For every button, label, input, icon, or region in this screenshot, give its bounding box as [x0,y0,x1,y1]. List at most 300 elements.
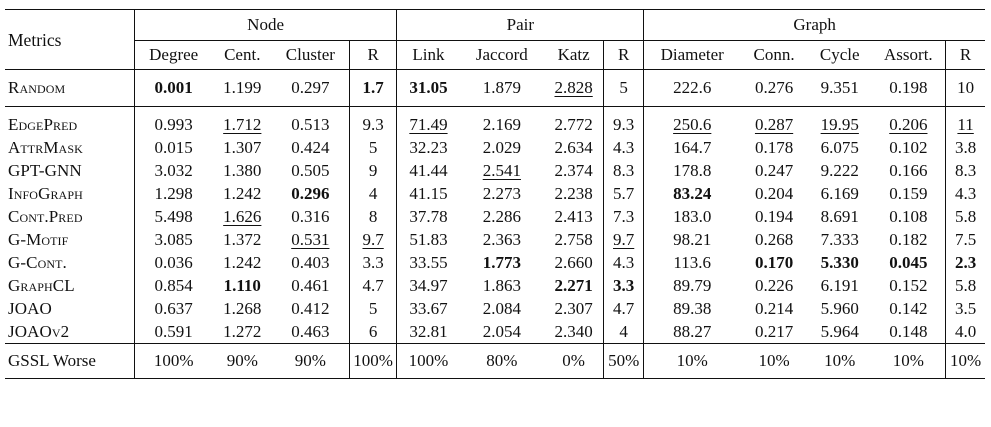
method-row [5,107,985,137]
table-cell [272,228,349,251]
row-label: AttrMask [8,138,83,157]
cell-value: 6 [368,322,378,341]
cell-value: 0.463 [291,322,330,341]
table-cell [349,182,397,205]
table-cell [349,344,397,379]
cell-value: 0.226 [754,276,794,295]
cell-value: 6.169 [820,184,859,203]
table-cell [946,274,985,297]
cell-value: 10 [957,78,975,97]
cell-value: 5.7 [613,184,635,203]
cell-value: 4 [619,322,628,341]
table-cell [349,320,397,344]
table-cell [349,228,397,251]
table-cell [397,159,460,182]
cell-value: 1.298 [154,184,193,203]
cell-value: 9.222 [820,161,859,180]
cell-value: 0.178 [754,138,794,157]
table-cell [808,320,872,344]
table-cell [946,70,985,107]
cell-value: 2.029 [482,138,521,157]
cell-value: 5.8 [954,276,977,295]
cell-value: 4.7 [613,299,635,318]
cell-value: 0.142 [889,299,928,318]
cell-value: 2.758 [554,230,593,249]
table-cell [644,251,740,274]
table-cell [459,344,544,379]
cell-value: 100% [153,351,194,370]
table-cell [544,320,603,344]
cell-value: 5.330 [820,253,859,272]
table-cell [872,274,946,297]
table-cell [397,205,460,228]
table-cell [808,159,872,182]
cell-value: 2.363 [482,230,521,249]
cell-value: 0.412 [291,299,330,318]
cell-value: 0.591 [154,322,193,341]
cell-value: 1.380 [223,161,262,180]
column-header: Cluster [285,45,335,64]
table-cell [604,107,644,137]
table-cell [397,136,460,159]
table-cell [544,228,603,251]
cell-value: 1.110 [223,276,261,295]
table-cell [134,251,212,274]
cell-value: 7.3 [613,207,635,226]
cell-value: 31.05 [409,78,448,97]
table-cell [946,297,985,320]
group-pair-header: Pair [397,10,644,41]
cell-value: 5 [368,299,378,318]
cell-value: 1.879 [482,78,521,97]
cell-value: 1.626 [223,207,262,226]
table-cell [946,182,985,205]
table-cell [134,320,212,344]
method-row [5,228,985,251]
table-cell [544,136,603,159]
table-cell [740,107,808,137]
table-cell [604,320,644,344]
table-cell [872,159,946,182]
cell-value: 4.3 [613,138,635,157]
cell-value: 6.191 [820,276,859,295]
cell-value: 33.67 [409,299,448,318]
cell-value: 9.3 [613,115,635,134]
table-cell [740,159,808,182]
cell-value: 100% [408,351,449,370]
table-cell [134,205,212,228]
cell-value: 2.541 [482,161,521,180]
cell-value: 0.217 [754,322,794,341]
table-cell [349,136,397,159]
cell-value: 2.273 [482,184,521,203]
cell-value: 2.3 [954,253,977,272]
table-cell [644,297,740,320]
method-row [5,320,985,344]
cell-value: 19.95 [820,115,859,134]
cell-value: 9.7 [613,230,635,249]
cell-value: 10% [758,351,790,370]
row-label: GSSL Worse [8,351,96,370]
table-cell [213,344,272,379]
table-cell [644,182,740,205]
cell-value: 0.036 [154,253,193,272]
table-cell [946,344,985,379]
cell-value: 1.199 [223,78,262,97]
table-cell [604,274,644,297]
table-cell [740,344,808,379]
cell-value: 1.242 [223,184,262,203]
row-label: JOAO [8,299,52,318]
table-cell [213,182,272,205]
table-cell [134,182,212,205]
table-cell [272,344,349,379]
cell-value: 1.712 [223,115,262,134]
column-header: R [604,41,644,70]
table-cell [872,107,946,137]
cell-value: 0.854 [154,276,193,295]
table-cell [272,107,349,137]
cell-value: 9.7 [362,230,384,249]
table-cell [644,136,740,159]
cell-value: 0.268 [754,230,794,249]
cell-value: 2.084 [482,299,521,318]
table-body [5,70,985,379]
cell-value: 0.159 [889,184,928,203]
column-header: Jaccord [475,45,528,64]
cell-value: 178.8 [673,161,712,180]
cell-value: 2.286 [482,207,521,226]
column-header: Degree [134,41,212,70]
cell-value: 50% [608,351,640,370]
table-cell [644,228,740,251]
table-cell [544,159,603,182]
table-cell [272,320,349,344]
cell-value: 0.297 [291,78,330,97]
table-cell [397,228,460,251]
table-cell [397,251,460,274]
table-cell [272,136,349,159]
table-cell [349,107,397,137]
table-cell [544,182,603,205]
table-cell [134,228,212,251]
table-cell [872,182,946,205]
cell-value: 1.863 [482,276,521,295]
table-cell [349,70,397,107]
table-cell [872,205,946,228]
table-cell [213,251,272,274]
cell-value: 222.6 [673,78,712,97]
cell-value: 0.461 [291,276,330,295]
cell-value: 10% [892,351,924,370]
column-header: Assort. [884,45,933,64]
table-cell [946,251,985,274]
table-cell [459,182,544,205]
cell-value: 3.3 [362,253,384,272]
cell-value: 3.3 [613,276,635,295]
method-row [5,182,985,205]
cell-value: 2.413 [554,207,593,226]
cell-value: 0.108 [889,207,928,226]
column-header: Link [397,41,460,70]
table-cell [808,274,872,297]
table-cell [134,297,212,320]
cell-value: 8.3 [613,161,635,180]
row-label: JOAOv2 [8,322,70,341]
table-cell [349,297,397,320]
cell-value: 9 [368,161,378,180]
group-header-row [5,10,985,41]
cell-value: 250.6 [673,115,712,134]
table-cell [134,107,212,137]
cell-value: 0.166 [889,161,928,180]
table-cell [808,344,872,379]
cell-value: 10% [950,351,982,370]
gssl-worse-row [5,344,985,379]
table-cell [272,274,349,297]
table-cell [134,136,212,159]
table-cell [808,228,872,251]
table-cell [740,274,808,297]
table-cell [808,107,872,137]
cell-value: 10% [676,351,708,370]
cell-value: 0.206 [889,115,928,134]
cell-value: 0.403 [291,253,330,272]
column-header: R [349,41,397,70]
cell-value: 0.015 [154,138,193,157]
cell-value: 88.27 [673,322,712,341]
cell-value: 4.3 [954,184,977,203]
column-header: Cycle [819,45,860,64]
cell-value: 0.637 [154,299,193,318]
table-cell [272,159,349,182]
cell-value: 0.296 [291,184,330,203]
table-cell [604,205,644,228]
cell-value: 89.38 [673,299,712,318]
method-row [5,205,985,228]
cell-value: 10% [824,351,856,370]
table-cell [872,297,946,320]
table-cell [808,70,872,107]
table-cell [213,205,272,228]
table-cell [349,205,397,228]
cell-value: 80% [486,351,518,370]
table-cell [644,274,740,297]
table-cell [808,297,872,320]
column-header: Katz [557,45,590,64]
table-cell [604,228,644,251]
table-cell [213,274,272,297]
table-cell [213,70,272,107]
cell-value: 0.001 [154,78,193,97]
table-cell [604,297,644,320]
cell-value: 0.247 [754,161,794,180]
cell-value: 0.102 [889,138,928,157]
table-cell [872,320,946,344]
cell-value: 5 [368,138,378,157]
table-cell [872,344,946,379]
cell-value: 2.169 [482,115,521,134]
row-label: G-Motif [8,230,69,249]
method-row [5,251,985,274]
cell-value: 3.8 [954,138,977,157]
table-cell [272,205,349,228]
table-cell [349,251,397,274]
table-cell [808,251,872,274]
table-cell [644,159,740,182]
table-cell [872,136,946,159]
table-cell [213,107,272,137]
cell-value: 89.79 [673,276,712,295]
cell-value: 113.6 [673,253,712,272]
cell-value: 0.182 [889,230,928,249]
table-cell [459,274,544,297]
table-cell [946,320,985,344]
table-cell [544,70,603,107]
table-cell [213,297,272,320]
table-cell [740,297,808,320]
random-baseline-row [5,70,985,107]
table-cell [459,70,544,107]
cell-value: 0% [562,351,585,370]
cell-value: 71.49 [409,115,448,134]
table-cell [946,228,985,251]
row-label: Cont.Pred [8,207,83,226]
table-cell [134,159,212,182]
cell-value: 2.238 [554,184,593,203]
table-cell [544,344,603,379]
cell-value: 0.276 [754,78,794,97]
table-cell [272,182,349,205]
cell-value: 1.7 [362,78,384,97]
table-cell [644,344,740,379]
method-row [5,159,985,182]
method-row [5,297,985,320]
table-cell [134,344,212,379]
cell-value: 0.194 [754,207,794,226]
cell-value: 1.307 [223,138,262,157]
table-cell [213,136,272,159]
cell-value: 33.55 [409,253,448,272]
table-cell [397,274,460,297]
cell-value: 41.44 [409,161,448,180]
cell-value: 9.351 [820,78,859,97]
cell-value: 32.23 [409,138,448,157]
cell-value: 183.0 [673,207,712,226]
table-cell [544,251,603,274]
table-cell [134,274,212,297]
cell-value: 8 [368,207,378,226]
cell-value: 2.374 [554,161,593,180]
table-cell [808,205,872,228]
method-row [5,274,985,297]
table-cell [349,274,397,297]
cell-value: 5.498 [154,207,193,226]
cell-value: 2.054 [482,322,521,341]
table-cell [544,205,603,228]
table-cell [740,182,808,205]
cell-value: 0.316 [291,207,330,226]
table-cell [604,70,644,107]
cell-value: 1.372 [223,230,262,249]
cell-value: 0.170 [754,253,794,272]
cell-value: 41.15 [409,184,448,203]
table-cell [213,228,272,251]
table-cell [397,297,460,320]
cell-value: 0.531 [291,230,330,249]
cell-value: 0.993 [154,115,193,134]
table-cell [740,228,808,251]
cell-value: 1.272 [223,322,262,341]
table-cell [272,70,349,107]
cell-value: 3.5 [954,299,977,318]
row-label: GPT-GNN [8,161,82,180]
table-cell [397,320,460,344]
table-cell [459,228,544,251]
cell-value: 7.5 [954,230,977,249]
cell-value: 0.214 [754,299,794,318]
cell-value: 9.3 [362,115,384,134]
cell-value: 3.085 [154,230,193,249]
table-cell [644,320,740,344]
cell-value: 90% [294,351,326,370]
metrics-table [5,9,985,379]
cell-value: 0.045 [889,253,928,272]
row-label: InfoGraph [8,184,83,203]
table-cell [459,107,544,137]
table-cell [946,205,985,228]
table-cell [644,70,740,107]
table-cell [459,251,544,274]
column-header: Diameter [644,41,740,70]
cell-value: 4.0 [954,322,977,341]
table-cell [544,274,603,297]
cell-value: 0.513 [291,115,330,134]
cell-value: 5 [619,78,628,97]
table-cell [604,136,644,159]
cell-value: 0.204 [754,184,794,203]
cell-value: 0.152 [889,276,928,295]
cell-value: 0.287 [754,115,794,134]
table-cell [397,107,460,137]
cell-value: 11 [957,115,974,134]
table-cell [349,159,397,182]
cell-value: 51.83 [409,230,448,249]
group-graph-header: Graph [644,10,985,41]
metrics-header: Metrics [8,29,62,50]
column-header: Cent. [224,45,261,64]
row-label: Random [8,78,66,97]
method-row [5,136,985,159]
table-cell [946,159,985,182]
cell-value: 100% [353,351,393,370]
table-cell [740,205,808,228]
cell-value: 34.97 [409,276,448,295]
table-cell [604,344,644,379]
column-header: R [946,41,985,70]
group-node-header: Node [134,10,397,41]
table-cell [397,182,460,205]
row-label: GraphCL [8,276,75,295]
cell-value: 2.307 [554,299,593,318]
table-cell [644,107,740,137]
cell-value: 5.8 [954,207,977,226]
table-cell [740,320,808,344]
cell-value: 37.78 [409,207,448,226]
table-cell [644,205,740,228]
row-label: EdgePred [8,115,78,134]
cell-value: 2.340 [554,322,593,341]
